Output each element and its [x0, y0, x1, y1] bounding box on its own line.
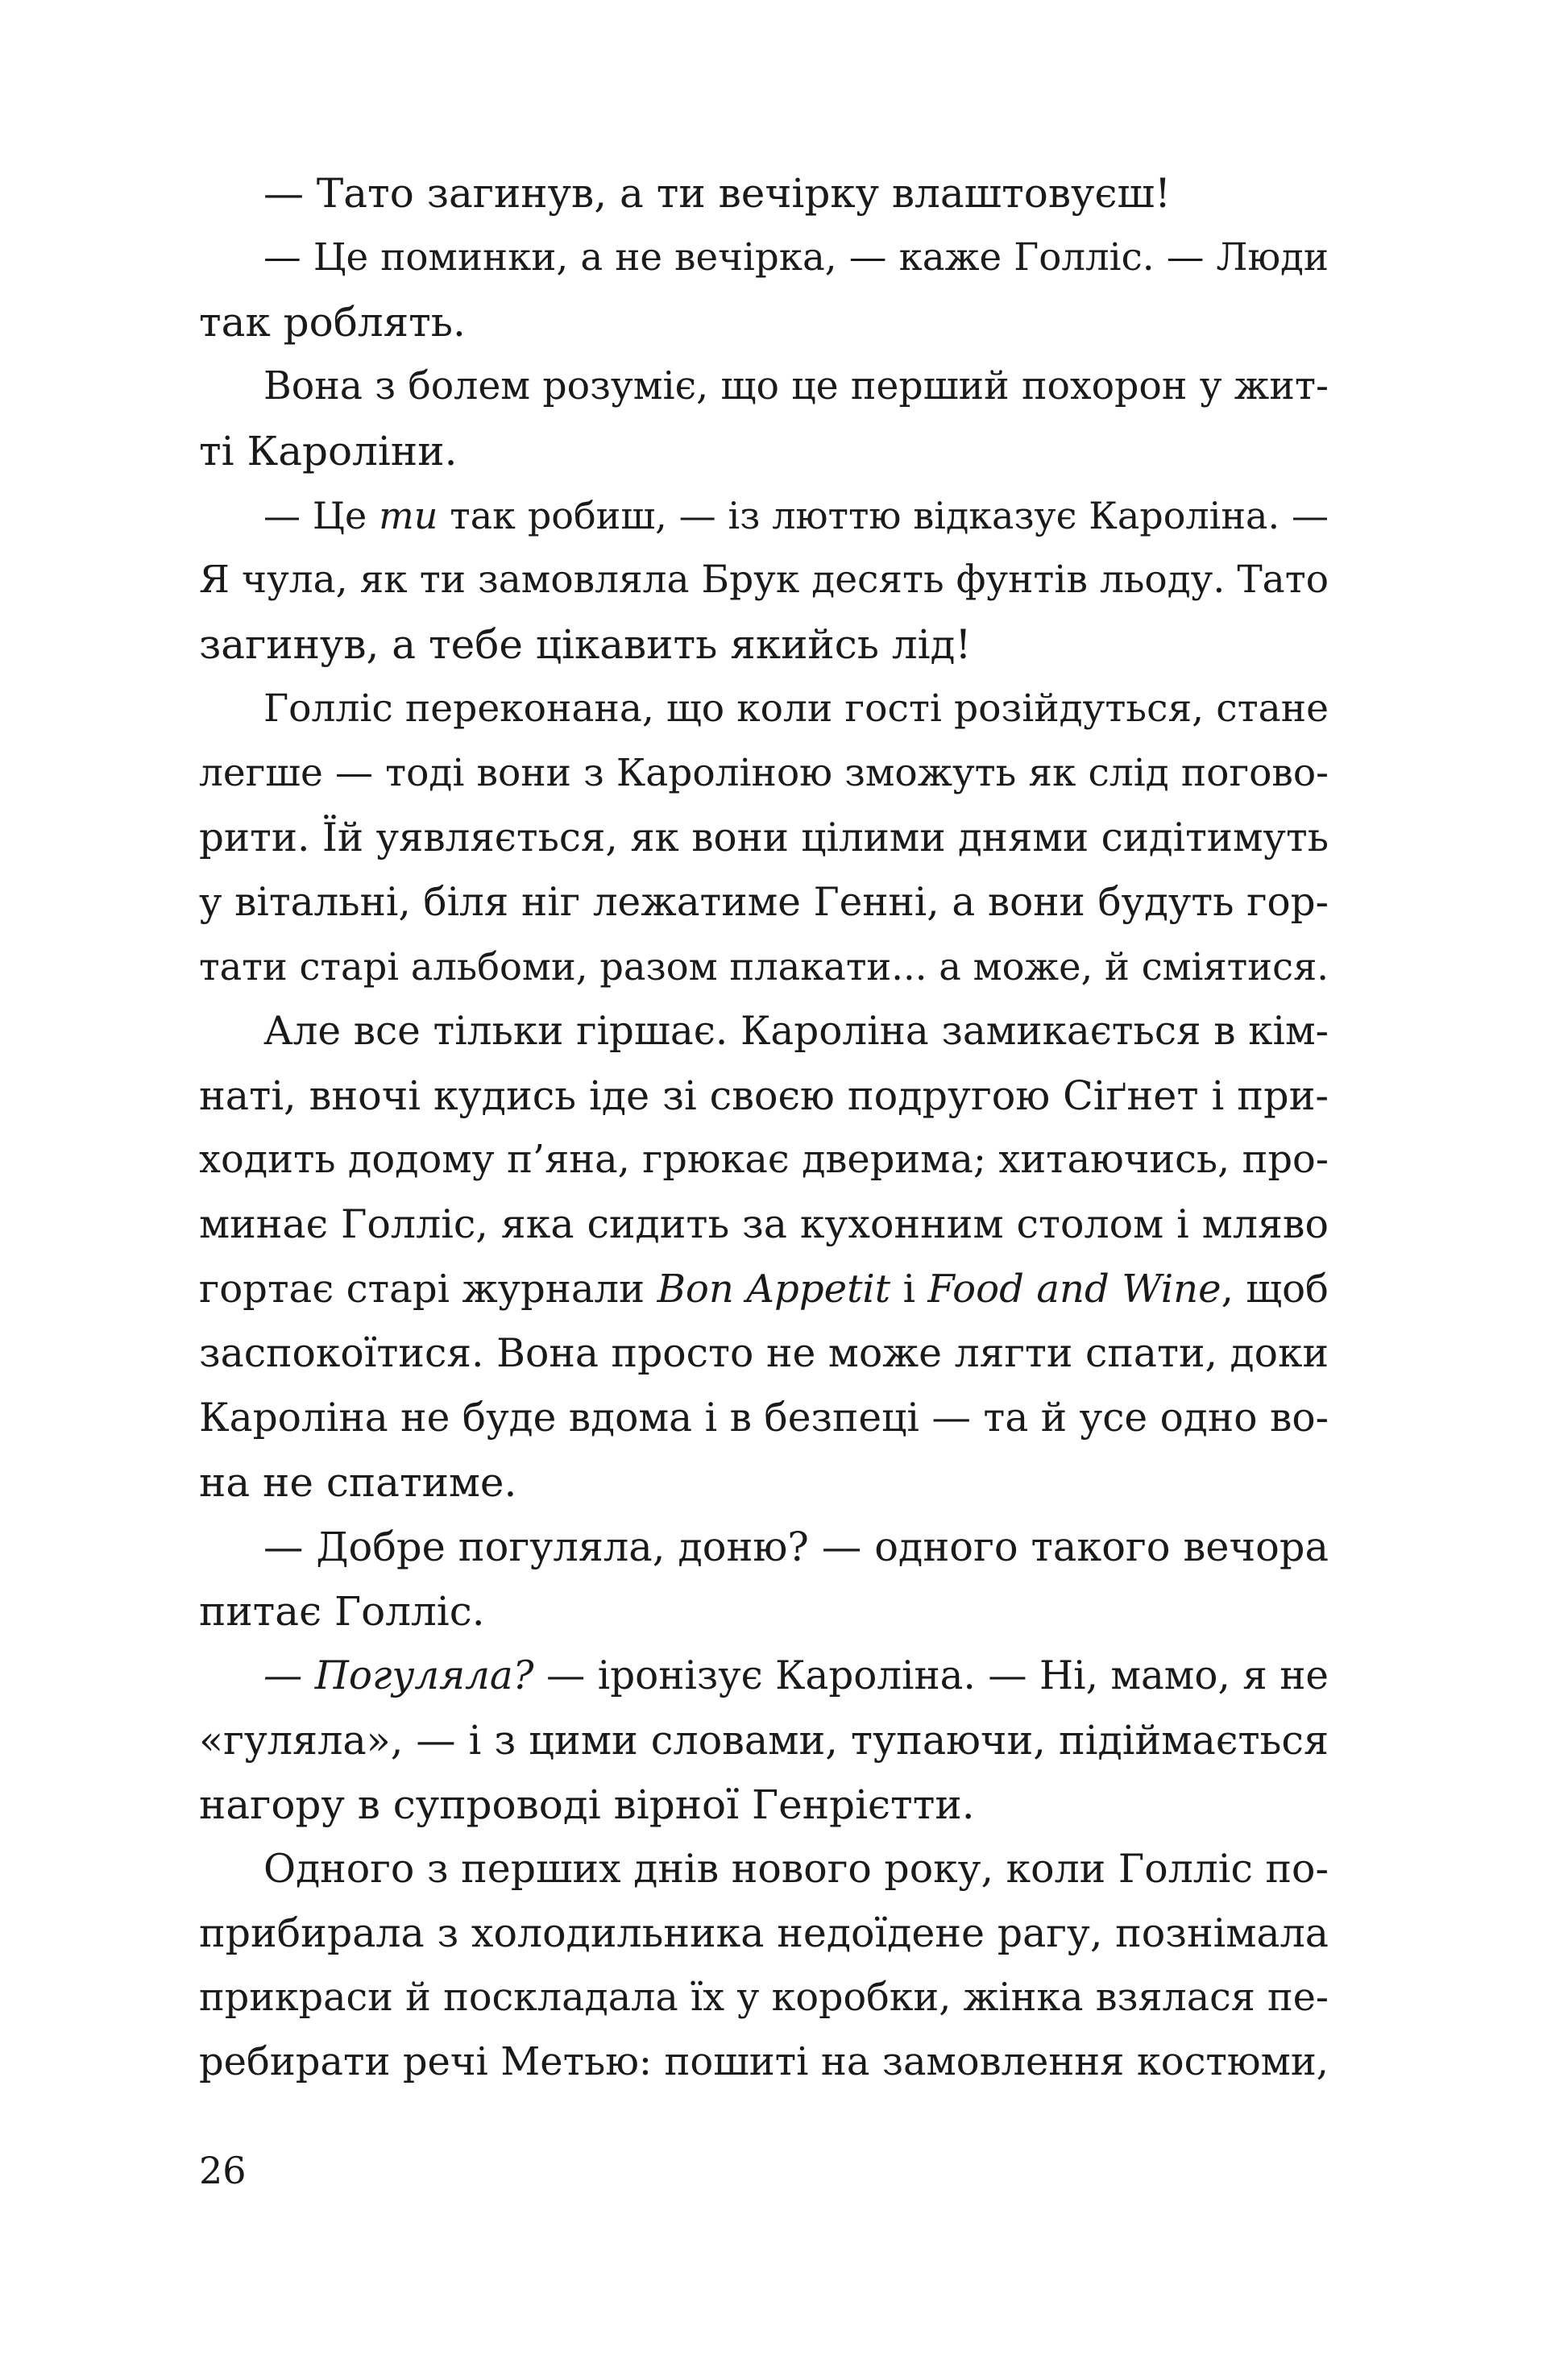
text-segment: легше — тоді вони з Кароліною зможуть як слід погово-	[199, 751, 1329, 795]
text-segment: Голліс переконана, що коли гості розійдуться, стане	[263, 686, 1329, 731]
italic-text: ти	[379, 494, 438, 537]
italic-text: — Погуляла?	[263, 1653, 534, 1698]
text-line	[199, 1966, 1329, 2030]
text-segment: — Добре погуляла, доню? — одного такого вечора	[263, 1524, 1329, 1570]
text-line	[199, 1321, 1329, 1386]
italic-text: Food and Wine	[927, 1267, 1221, 1312]
italic-text: Bon Appetit	[657, 1267, 891, 1312]
text-line	[199, 1579, 1329, 1644]
text-line	[199, 226, 1329, 290]
text-line	[199, 612, 1329, 677]
text-line	[199, 1901, 1329, 1966]
page-number: 26	[199, 2149, 247, 2192]
text-line	[199, 1837, 1329, 1901]
text-line	[199, 677, 1329, 741]
text-line	[199, 870, 1329, 935]
text-line	[199, 290, 1329, 355]
text-segment: загинув, а тебе цікавить якийсь лід!	[199, 621, 972, 668]
text-line	[199, 1128, 1329, 1192]
text-segment: прикраси й поскладала їх у коробки, жінка взялася пе-	[199, 1976, 1329, 2020]
text-segment: так роблять.	[199, 299, 466, 346]
text-line	[199, 1064, 1329, 1128]
text-line	[199, 2030, 1329, 2095]
text-line	[199, 548, 1329, 612]
text-segment: ходить додому п’яна, грюкає дверима; хитаючись, про-	[199, 1138, 1329, 1182]
text-line	[199, 161, 1329, 226]
text-line	[199, 1257, 1329, 1321]
body-text	[199, 161, 1329, 2095]
text-line	[199, 806, 1329, 870]
text-segment: Кароліна не буде вдома і в безпеці — та й усе одно во-	[199, 1395, 1329, 1441]
text-line	[199, 483, 1329, 548]
text-segment: тати старі альбоми, разом плакати... а може, й сміятися.	[199, 945, 1329, 989]
text-line	[199, 1386, 1329, 1450]
text-segment: нагору в супроводі вірної Генрієтти.	[199, 1781, 975, 1828]
text-segment: наті, вночі кудись іде зі своєю подругою Сіґнет і при-	[199, 1072, 1329, 1119]
text-segment: гортає старі журнали	[199, 1267, 657, 1312]
text-segment: — іронізує Кароліна. — Ні, мамо, я не	[533, 1653, 1329, 1698]
text-segment: у вітальні, біля ніг лежатиме Генні, а вони будуть гор-	[199, 880, 1329, 925]
text-segment: рити. Їй уявляється, як вони цілими днями сидітимуть	[199, 815, 1329, 860]
text-line	[199, 1192, 1329, 1257]
text-line	[199, 355, 1329, 419]
text-segment: так робиш, — із люттю відказує Кароліна. —	[438, 494, 1329, 537]
text-segment: ребирати речі Метью: пошиті на замовлення костюми,	[199, 2040, 1329, 2084]
text-line	[199, 1450, 1329, 1515]
text-segment: на не спатиме.	[199, 1459, 517, 1506]
text-segment: питає Голліс.	[199, 1588, 485, 1635]
text-segment: Одного з перших днів нового року, коли Голліс по-	[263, 1846, 1329, 1892]
text-segment: «гуляла», — і з цими словами, тупаючи, підіймається	[199, 1717, 1329, 1764]
text-line	[199, 419, 1329, 483]
text-segment: ті Кароліни.	[199, 428, 458, 475]
text-line	[199, 741, 1329, 806]
text-line	[199, 1644, 1329, 1708]
text-segment: — Це поминки, а не вечірка, — каже Голліс. — Люди	[263, 236, 1329, 280]
text-segment: — Тато загинув, а ти вечірку влаштовуєш!	[263, 170, 1172, 217]
text-segment: заспокоїтися. Вона просто не може лягти спати, доки	[199, 1330, 1329, 1376]
text-segment: прибирала з холодильника недоїдене рагу, познімала	[199, 1910, 1329, 1956]
text-line	[199, 1515, 1329, 1579]
text-line	[199, 1773, 1329, 1837]
text-segment: , щоб	[1221, 1267, 1329, 1312]
text-line	[199, 1708, 1329, 1773]
text-segment: Вона з болем розуміє, що це перший похорон у жит-	[263, 364, 1329, 408]
text-line	[199, 935, 1329, 999]
text-segment: і	[890, 1267, 928, 1312]
text-segment: — Це	[263, 494, 379, 537]
text-segment: Але все тільки гіршає. Кароліна замикається в кім-	[263, 1009, 1329, 1054]
text-line	[199, 999, 1329, 1064]
text-segment: Я чула, як ти замовляла Брук десять фунтів льоду. Тато	[199, 558, 1329, 602]
text-segment: минає Голліс, яка сидить за кухонним столом і мляво	[199, 1201, 1329, 1247]
